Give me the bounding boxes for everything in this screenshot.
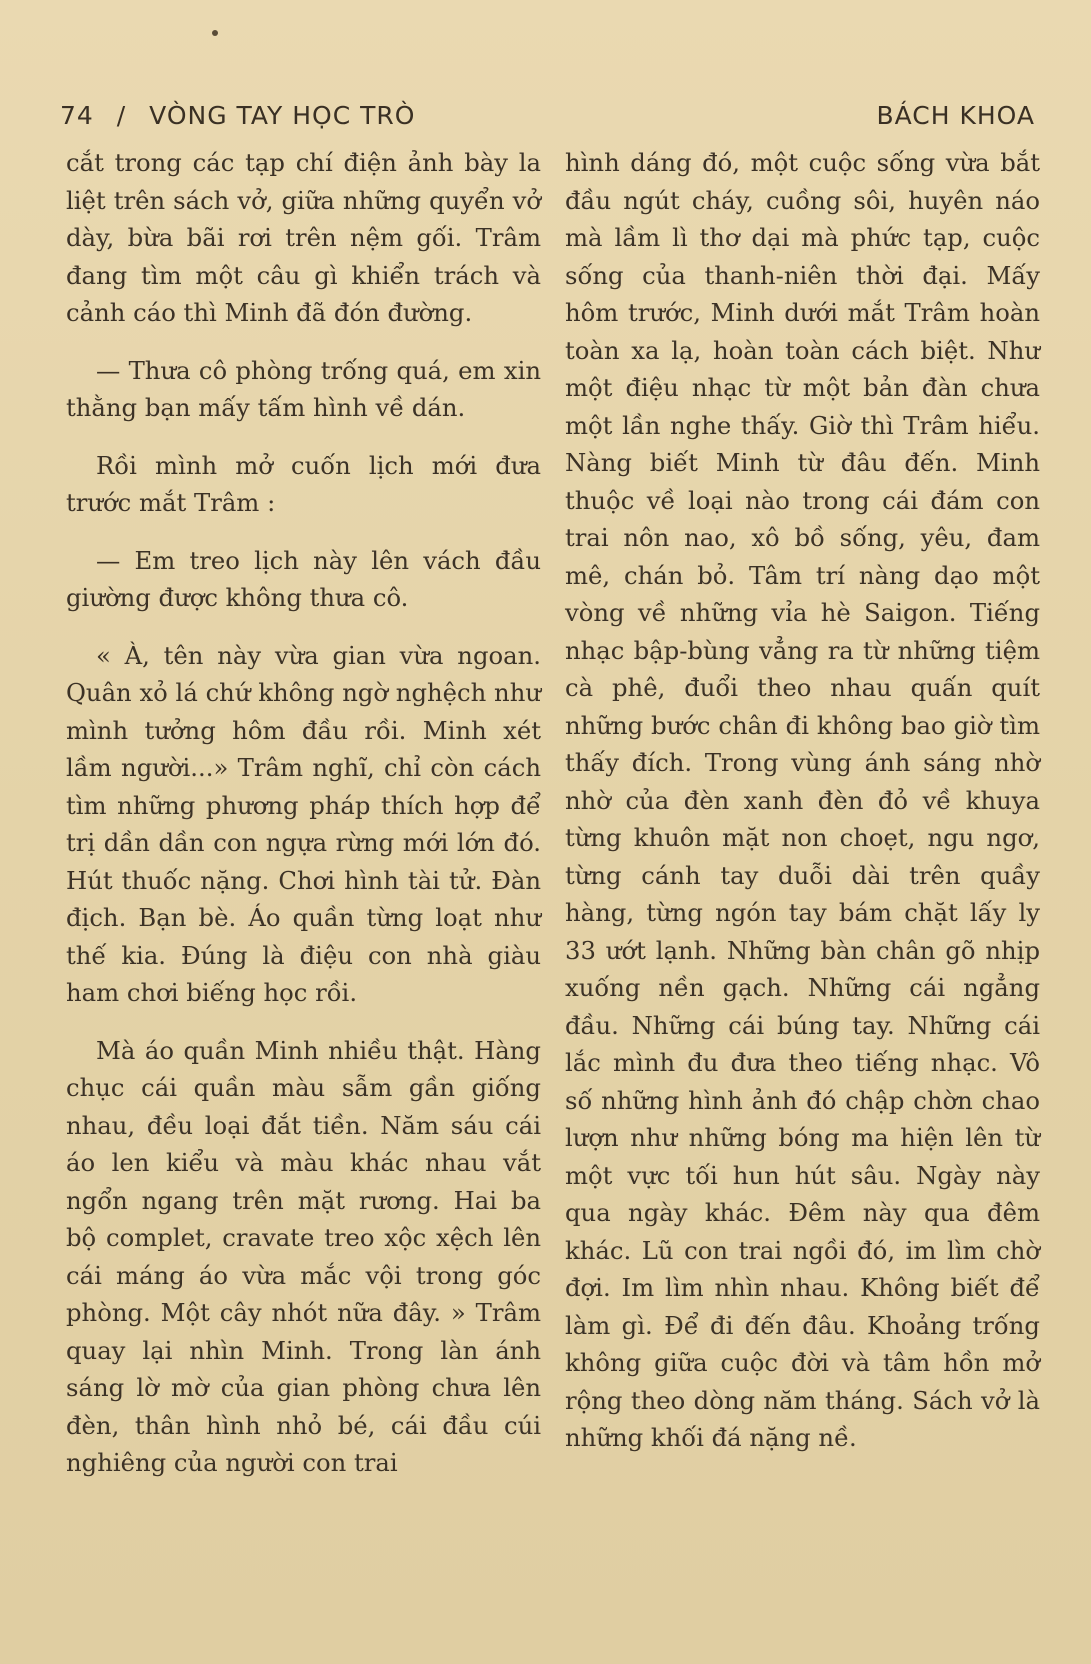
header-left <box>60 101 429 130</box>
paragraph: Mà áo quần Minh nhiều thật. Hàng chục cái quần màu sẫm gần giống nhau, đều loại đắt tiền. Năm sáu cái áo len kiểu và màu khác nhau vắt ngổn ngang trên mặt rương. Hai ba bộ complet, cravate treo xộc xệch lên cái máng áo vừa mắc vội trong góc phòng. Một cây nhót nữa đây. » Trâm quay lại nhìn Minh. Trong làn ánh sáng lờ mờ của gian phòng chưa lên đèn, thân hình nhỏ bé, cái đầu cúi nghiêng của người con trai <box>66 1035 541 1477</box>
paragraph: « À, tên này vừa gian vừa ngoan. Quân xỏ lá chứ không ngờ nghệch như mình tưởng hôm đầu rồi. Minh xét lầm người...» Trâm nghĩ, chỉ còn cách tìm những phương pháp thích hợp để trị dần dần con ngựa rừng mới lớn đó. Hút thuốc nặng. Chơi hình tài tử. Đàn địch. Bạn bè. Áo quần từng loạt như thế kia. Đúng là điệu con nhà giàu ham chơi biếng học rồi. <box>66 640 541 1007</box>
magazine-name: BÁCH KHOA <box>876 101 1035 130</box>
paragraph: — Em treo lịch này lên vách đầu giường được không thưa cô. <box>66 545 541 612</box>
right-column <box>565 144 1040 1477</box>
paragraph: cắt trong các tạp chí điện ảnh bày la liệt trên sách vở, giữa những quyển vở dày, bừa bãi rơi trên nệm gối. Trâm đang tìm một câu gì khiển trách và cảnh cáo thì Minh đã đón đường. <box>66 148 541 327</box>
section-title: VÒNG TAY HỌC TRÒ <box>149 101 416 130</box>
left-column <box>66 144 541 1502</box>
running-header <box>60 90 1035 130</box>
paragraph: — Thưa cô phòng trống quá, em xin thằng bạn mấy tấm hình về dán. <box>66 355 541 422</box>
ink-speck <box>212 30 218 36</box>
paragraph: hình dáng đó, một cuộc sống vừa bắt đầu ngút cháy, cuồng sôi, huyên náo mà lầm lì thơ dại mà phức tạp, cuộc sống của thanh-niên thời đại. Mấy hôm trước, Minh dưới mắt Trâm hoàn toàn xa lạ, hoàn toàn cách biệt. Như một điệu nhạc từ một bản đàn chưa một lần nghe thấy. Giờ thì Trâm hiểu. Nàng biết Minh từ đâu đến. Minh thuộc về loại nào trong cái đám con trai nôn nao, xô bồ sống, yêu, đam mê, chán bỏ. Tâm trí nàng dạo một vòng về những vỉa hè Saigon. Tiếng nhạc bập-bùng vẳng ra từ những tiệm cà phê, đuổi theo nhau quấn quít những bước chân đi không bao giờ tìm thấy đích. Trong vùng ánh sáng nhờ nhờ của đèn xanh đèn đỏ về khuya từng khuôn mặt non choẹt, ngu ngơ, từng cánh tay duỗi dài trên quầy hàng, từng ngón tay bám chặt lấy ly 33 ướt lạnh. Những bàn chân gõ nhịp xuống nền gạch. Những cái ngẳng đầu. Những cái búng tay. Những cái lắc mình đu đưa theo tiếng nhạc. Vô số những hình ảnh đó chập chờn chao lượn như những bóng ma hiện lên từ một vực tối hun hút sâu. Ngày này qua ngày khác. Đêm này qua đêm khác. Lũ con trai ngồi đó, im lìm chờ đợi. Im lìm nhìn nhau. Không biết để làm gì. Để đi đến đâu. Khoảng trống không giữa cuộc đời và tâm hồn mở rộng theo dòng năm tháng. Sách vở là những khối đá nặng nề. <box>565 148 1040 1452</box>
header-separator: / <box>116 101 127 130</box>
page-number: 74 <box>60 101 94 130</box>
paragraph: Rồi mình mở cuốn lịch mới đưa trước mắt Trâm : <box>66 450 541 517</box>
